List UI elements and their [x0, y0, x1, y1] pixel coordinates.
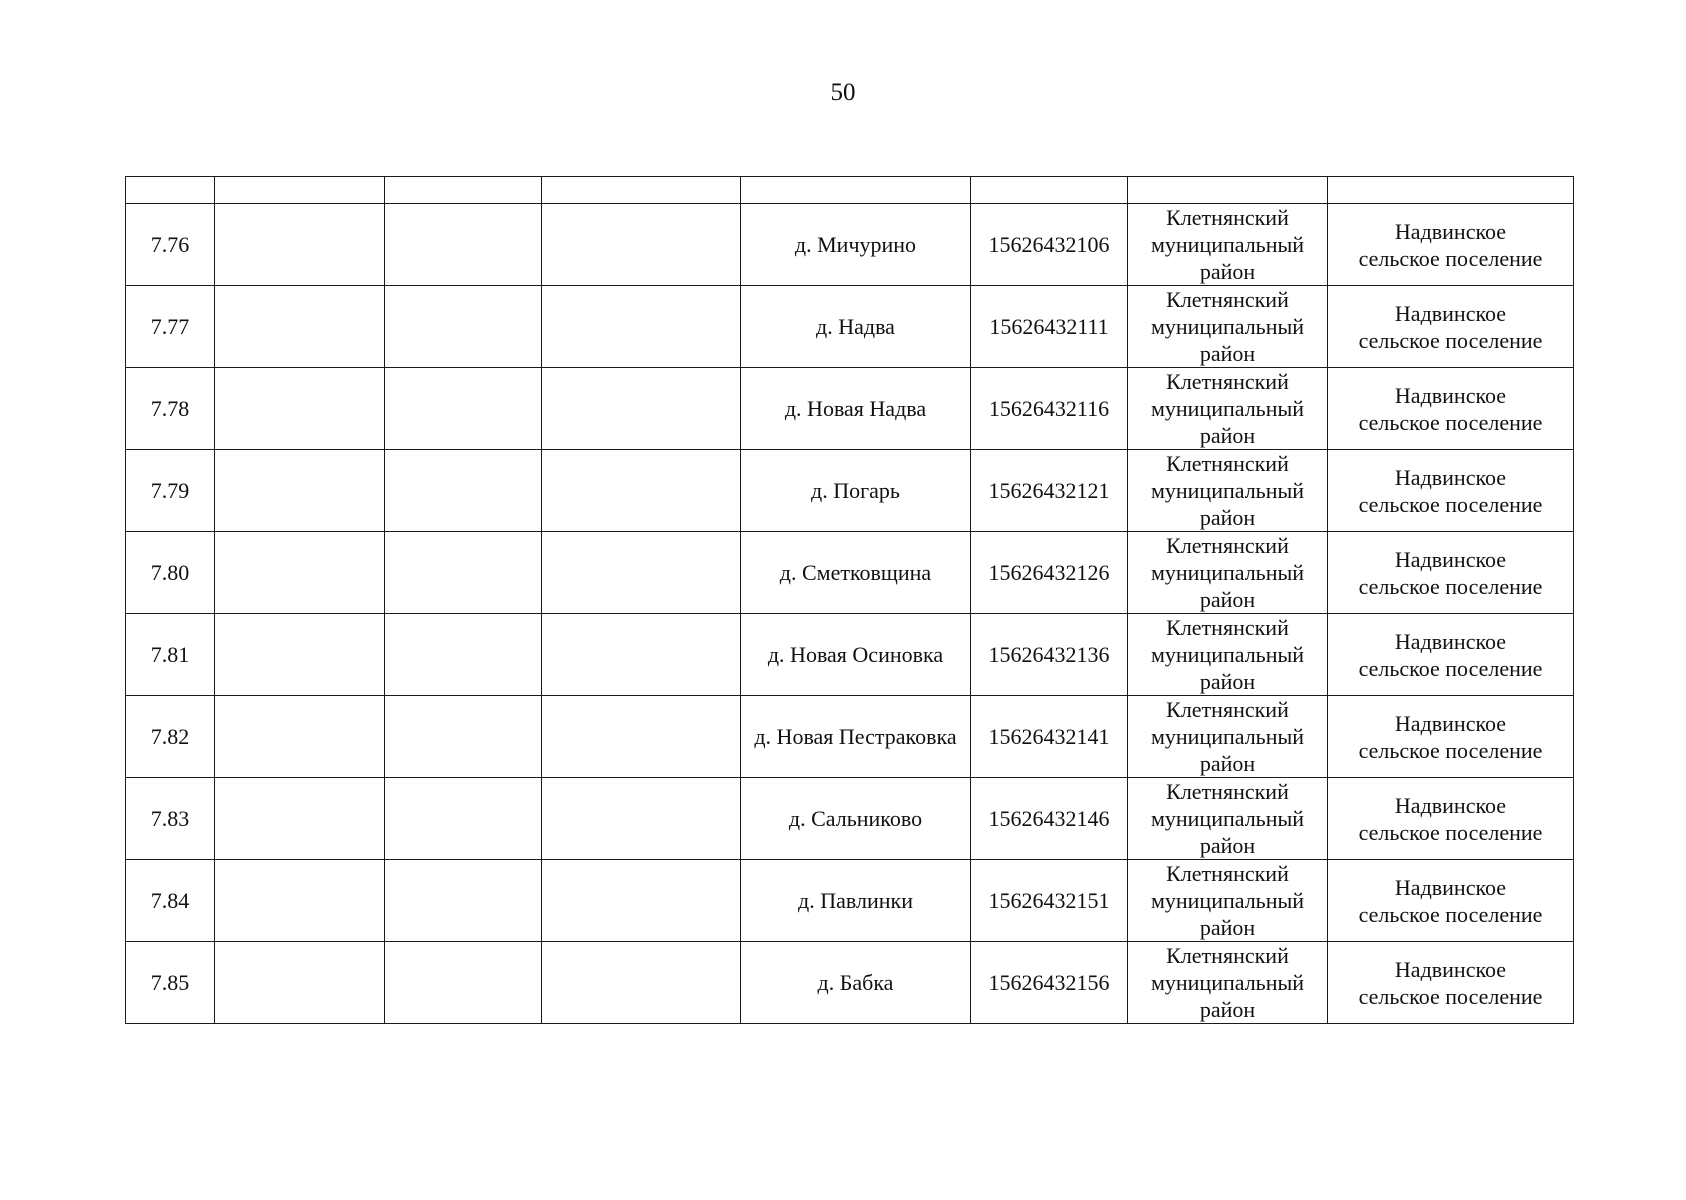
empty-cell: [215, 860, 385, 942]
municipality-text-line: сельское поселение: [1358, 573, 1543, 599]
row-number-cell: 7.78: [126, 368, 215, 450]
municipality-cell: [1328, 860, 1574, 942]
empty-cell: [542, 286, 741, 368]
municipality-cell: [1328, 614, 1574, 696]
district-text-line: район: [1199, 505, 1256, 530]
empty-cell: [542, 450, 741, 532]
oktmo-code-cell: 15626432126: [971, 532, 1128, 614]
district-text-line: Клетнянский: [1166, 287, 1289, 312]
settlements-table: [125, 176, 1574, 1024]
district-cell: [1128, 614, 1328, 696]
district-cell: [1128, 286, 1328, 368]
oktmo-code-cell: 15626432121: [971, 450, 1128, 532]
settlement-name-cell: д. Бабка: [741, 942, 971, 1024]
header-cell: [971, 177, 1128, 204]
empty-cell: [215, 286, 385, 368]
district-text-line: район: [1199, 997, 1256, 1022]
district-cell: [1128, 942, 1328, 1024]
row-number-cell: 7.77: [126, 286, 215, 368]
municipality-text-line: Надвинское: [1394, 792, 1507, 818]
district-text-line: муниципальный: [1150, 724, 1305, 749]
district-text-line: муниципальный: [1150, 806, 1305, 831]
table-row: [126, 286, 1574, 368]
district-cell: [1128, 450, 1328, 532]
municipality-text-line: сельское поселение: [1358, 819, 1543, 845]
settlement-name-cell: д. Сметковщина: [741, 532, 971, 614]
row-number-cell: 7.82: [126, 696, 215, 778]
municipality-text-line: сельское поселение: [1358, 737, 1543, 763]
district-text-line: район: [1199, 915, 1256, 940]
row-number-cell: 7.79: [126, 450, 215, 532]
settlement-name-cell: д. Мичурино: [741, 204, 971, 286]
header-cell: [385, 177, 542, 204]
table-row: [126, 778, 1574, 860]
municipality-cell: [1328, 204, 1574, 286]
district-text-line: муниципальный: [1150, 232, 1305, 257]
table-header-row: [126, 177, 1574, 204]
row-number-cell: 7.85: [126, 942, 215, 1024]
district-text-line: Клетнянский: [1166, 615, 1289, 640]
district-text-line: муниципальный: [1150, 642, 1305, 667]
district-text-line: Клетнянский: [1166, 943, 1289, 968]
district-text-line: Клетнянский: [1166, 779, 1289, 804]
district-text-line: район: [1199, 341, 1256, 366]
municipality-text-line: Надвинское: [1394, 710, 1507, 736]
district-text-line: район: [1199, 751, 1256, 776]
municipality-text-line: сельское поселение: [1358, 491, 1543, 517]
empty-cell: [385, 860, 542, 942]
empty-cell: [542, 860, 741, 942]
empty-cell: [385, 286, 542, 368]
header-cell: [1328, 177, 1574, 204]
table-row: [126, 450, 1574, 532]
district-text-line: Клетнянский: [1166, 205, 1289, 230]
empty-cell: [215, 204, 385, 286]
district-text-line: Клетнянский: [1166, 369, 1289, 394]
table-row: [126, 614, 1574, 696]
municipality-cell: [1328, 778, 1574, 860]
municipality-cell: [1328, 532, 1574, 614]
header-cell: [542, 177, 741, 204]
empty-cell: [385, 368, 542, 450]
municipality-text-line: сельское поселение: [1358, 409, 1543, 435]
header-cell: [126, 177, 215, 204]
settlement-name-cell: д. Надва: [741, 286, 971, 368]
page-number: 50: [830, 79, 856, 106]
settlement-name-cell: д. Погарь: [741, 450, 971, 532]
empty-cell: [542, 942, 741, 1024]
district-text-line: муниципальный: [1150, 396, 1305, 421]
municipality-text-line: сельское поселение: [1358, 901, 1543, 927]
municipality-cell: [1328, 450, 1574, 532]
municipality-text-line: Надвинское: [1394, 218, 1507, 244]
empty-cell: [385, 696, 542, 778]
district-text-line: район: [1199, 259, 1256, 284]
table-row: [126, 368, 1574, 450]
district-text-line: муниципальный: [1150, 478, 1305, 503]
empty-cell: [215, 450, 385, 532]
empty-cell: [215, 614, 385, 696]
empty-cell: [542, 532, 741, 614]
empty-cell: [215, 778, 385, 860]
oktmo-code-cell: 15626432141: [971, 696, 1128, 778]
municipality-cell: [1328, 696, 1574, 778]
district-text-line: муниципальный: [1150, 888, 1305, 913]
district-text-line: район: [1199, 833, 1256, 858]
settlement-name-cell: д. Новая Надва: [741, 368, 971, 450]
header-cell: [1128, 177, 1328, 204]
empty-cell: [542, 696, 741, 778]
district-text-line: муниципальный: [1150, 970, 1305, 995]
district-cell: [1128, 204, 1328, 286]
district-cell: [1128, 368, 1328, 450]
row-number-cell: 7.83: [126, 778, 215, 860]
table-row: [126, 696, 1574, 778]
district-cell: [1128, 778, 1328, 860]
row-number-cell: 7.80: [126, 532, 215, 614]
municipality-text-line: Надвинское: [1394, 546, 1507, 572]
municipality-text-line: Надвинское: [1394, 874, 1507, 900]
settlement-name-cell: д. Сальниково: [741, 778, 971, 860]
oktmo-code-cell: 15626432146: [971, 778, 1128, 860]
district-text-line: район: [1199, 587, 1256, 612]
empty-cell: [385, 204, 542, 286]
municipality-text-line: Надвинское: [1394, 464, 1507, 490]
district-text-line: район: [1199, 423, 1256, 448]
row-number-cell: 7.76: [126, 204, 215, 286]
empty-cell: [542, 614, 741, 696]
oktmo-code-cell: 15626432111: [971, 286, 1128, 368]
empty-cell: [215, 942, 385, 1024]
empty-cell: [385, 778, 542, 860]
municipality-cell: [1328, 286, 1574, 368]
header-cell: [741, 177, 971, 204]
municipality-text-line: Надвинское: [1394, 300, 1507, 326]
district-cell: [1128, 860, 1328, 942]
empty-cell: [542, 778, 741, 860]
row-number-cell: 7.84: [126, 860, 215, 942]
district-text-line: муниципальный: [1150, 314, 1305, 339]
municipality-text-line: сельское поселение: [1358, 245, 1543, 271]
settlement-name-cell: д. Новая Осиновка: [741, 614, 971, 696]
oktmo-code-cell: 15626432116: [971, 368, 1128, 450]
municipality-cell: [1328, 368, 1574, 450]
oktmo-code-cell: 15626432106: [971, 204, 1128, 286]
empty-cell: [215, 532, 385, 614]
empty-cell: [385, 942, 542, 1024]
municipality-text-line: сельское поселение: [1358, 327, 1543, 353]
empty-cell: [385, 614, 542, 696]
district-text-line: Клетнянский: [1166, 697, 1289, 722]
table-row: [126, 942, 1574, 1024]
table-row: [126, 532, 1574, 614]
settlement-name-cell: д. Павлинки: [741, 860, 971, 942]
table-row: [126, 204, 1574, 286]
header-cell: [215, 177, 385, 204]
table-row: [126, 860, 1574, 942]
empty-cell: [385, 450, 542, 532]
settlement-name-cell: д. Новая Пестраковка: [741, 696, 971, 778]
row-number-cell: 7.81: [126, 614, 215, 696]
municipality-cell: [1328, 942, 1574, 1024]
empty-cell: [542, 204, 741, 286]
table-body: [126, 177, 1574, 1024]
empty-cell: [215, 696, 385, 778]
district-text-line: Клетнянский: [1166, 451, 1289, 476]
oktmo-code-cell: 15626432151: [971, 860, 1128, 942]
district-text-line: район: [1199, 669, 1256, 694]
oktmo-code-cell: 15626432136: [971, 614, 1128, 696]
district-text-line: муниципальный: [1150, 560, 1305, 585]
district-text-line: Клетнянский: [1166, 533, 1289, 558]
district-text-line: Клетнянский: [1166, 861, 1289, 886]
municipality-text-line: Надвинское: [1394, 956, 1507, 982]
empty-cell: [542, 368, 741, 450]
empty-cell: [215, 368, 385, 450]
municipality-text-line: Надвинское: [1394, 382, 1507, 408]
municipality-text-line: сельское поселение: [1358, 655, 1543, 681]
oktmo-code-cell: 15626432156: [971, 942, 1128, 1024]
district-cell: [1128, 532, 1328, 614]
municipality-text-line: сельское поселение: [1358, 983, 1543, 1009]
district-cell: [1128, 696, 1328, 778]
municipality-text-line: Надвинское: [1394, 628, 1507, 654]
empty-cell: [385, 532, 542, 614]
